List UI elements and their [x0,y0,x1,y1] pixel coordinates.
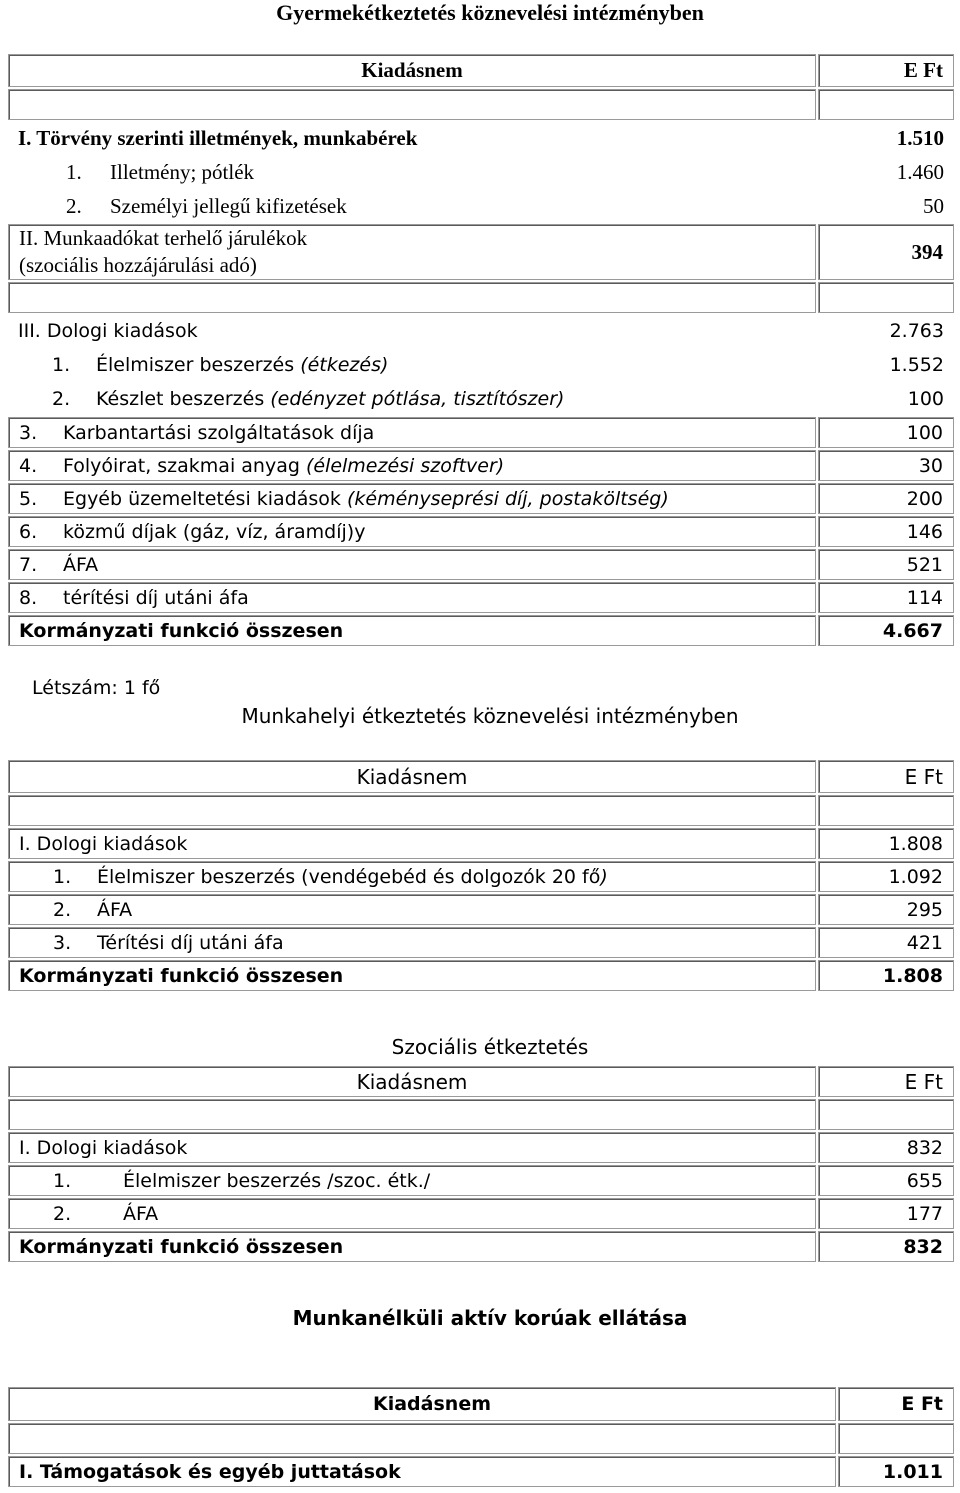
row-number: 1. [66,159,82,184]
row-sublabel: (szociális hozzájárulási adó) [19,253,257,277]
row-value: 1.092 [818,861,954,892]
table-row [8,224,954,280]
row-value: 30 [818,450,954,481]
staff-count: Létszám: 1 fő [32,677,161,699]
row-label: Személyi jellegű kifizetések [110,193,347,218]
table-row [8,549,954,580]
row-label: Karbantartási szolgáltatások díja [63,421,375,444]
row-value: 1.552 [889,354,944,376]
table-row [8,156,954,188]
row-label: Egyéb üzemeltetési kiadások [63,487,347,510]
section4-table [6,1385,956,1489]
column-header-eft: E Ft [818,54,954,87]
column-header-kiadasnem: Kiadásnem [8,54,816,87]
row-value: 177 [818,1198,954,1229]
row-number: 8. [19,586,38,609]
table-row [8,1198,954,1229]
row-number: 3. [53,931,72,954]
table-row [8,315,954,347]
row-value: 1.460 [896,159,944,184]
table-row [8,1165,954,1196]
row-number: 6. [19,520,38,543]
row-label: ÁFA [123,1202,159,1225]
total-label: Kormányzati funkció összesen [8,1231,816,1262]
row-number: 7. [19,553,38,576]
total-value: 1.808 [818,960,954,991]
row-number: 3. [19,421,38,444]
row-label: I. Dologi kiadások [8,828,816,859]
column-header-eft: E Ft [818,760,954,793]
row-label: I. Törvény szerinti illetmények, munkabérek [18,125,418,150]
section1-table [6,52,956,648]
row-value: 521 [818,549,954,580]
row-value: 655 [818,1165,954,1196]
row-number: 1. [53,1169,72,1192]
row-value: 1.808 [818,828,954,859]
total-row [8,615,954,646]
table-row [8,582,954,613]
section1-title: Gyermekétkeztetés köznevelési intézményben [276,0,704,25]
total-label: Kormányzati funkció összesen [8,615,816,646]
row-value: 421 [818,927,954,958]
row-number: 2. [52,388,71,410]
column-header-kiadasnem: Kiadásnem [8,1387,836,1421]
empty-row [8,1099,954,1130]
section2-table [6,758,956,993]
table-row [8,483,954,514]
row-label: Folyóirat, szakmai anyag [63,454,306,477]
row-number: 2. [53,1202,72,1225]
row-label: Illetmény; pótlék [110,159,255,184]
row-label: ÁFA [63,553,99,576]
row-label: közmű díjak (gáz, víz, áramdíj)y [63,520,366,543]
row-value: 2.763 [889,320,944,342]
column-header-kiadasnem: Kiadásnem [8,1066,816,1097]
section4-title: Munkanélküli aktív korúak ellátása [292,1306,688,1330]
row-value: 832 [818,1132,954,1163]
row-number: 2. [66,193,82,218]
table-row [8,516,954,547]
row-label: Térítési díj utáni áfa [97,931,284,954]
empty-row [8,1423,954,1454]
section3-title: Szociális étkeztetés [391,1035,589,1059]
row-value: 295 [818,894,954,925]
empty-row [8,795,954,826]
row-value: 1.011 [838,1456,954,1487]
table-row [8,1132,954,1163]
section2-title: Munkahelyi étkeztetés köznevelési intézményben [241,704,739,728]
table-row [8,927,954,958]
total-row [8,960,954,991]
row-label: Élelmiszer beszerzés (vendégebéd és dolgozók 20 fő [97,865,601,888]
table-row [8,417,954,448]
row-number: 1. [52,354,71,376]
row-number: 2. [53,898,72,921]
row-label-italic: ) [600,865,608,888]
row-label-italic: (élelmezési szoftver) [305,454,505,477]
row-label-italic: (kéményseprési díj, postaköltség) [346,487,669,510]
row-label: térítési díj utáni áfa [63,586,249,609]
table-header-row [8,1066,954,1097]
row-label: II. Munkaadókat terhelő járulékok [19,226,308,250]
table-header-row [8,1387,954,1421]
row-value: 50 [923,193,944,218]
row-label-italic: (étkezés) [300,354,389,376]
table-row [8,190,954,222]
column-header-eft: E Ft [818,1066,954,1097]
table-row [8,383,954,415]
row-value: 1.510 [896,125,944,150]
row-value: 394 [818,224,954,280]
table-row [8,894,954,925]
row-value: 146 [818,516,954,547]
table-row [8,828,954,859]
table-header-row [8,54,954,87]
total-label: Kormányzati funkció összesen [8,960,816,991]
row-label: I. Dologi kiadások [8,1132,816,1163]
row-label-italic: (edényzet pótlása, tisztítószer) [270,388,565,410]
row-value: 100 [818,417,954,448]
table-row [8,1456,954,1487]
row-label: III. Dologi kiadások [18,320,198,342]
row-label: ÁFA [97,898,133,921]
row-label: Élelmiszer beszerzés /szoc. étk./ [123,1169,431,1192]
column-header-eft: E Ft [838,1387,954,1421]
column-header-kiadasnem: Kiadásnem [8,760,816,793]
table-row [8,122,954,154]
total-value: 832 [818,1231,954,1262]
table-row [8,450,954,481]
row-value: 100 [907,388,944,410]
row-number: 5. [19,487,38,510]
row-label: I. Támogatások és egyéb juttatások [8,1456,836,1487]
empty-row [8,282,954,313]
table-row [8,349,954,381]
row-label: Élelmiszer beszerzés [96,354,301,376]
row-value: 200 [818,483,954,514]
table-header-row [8,760,954,793]
section3-table [6,1064,956,1264]
total-row [8,1231,954,1262]
empty-row [8,89,954,120]
row-value: 114 [818,582,954,613]
table-row [8,861,954,892]
row-number: 1. [53,865,72,888]
total-value: 4.667 [818,615,954,646]
row-label: Készlet beszerzés [96,388,271,410]
row-number: 4. [19,454,38,477]
